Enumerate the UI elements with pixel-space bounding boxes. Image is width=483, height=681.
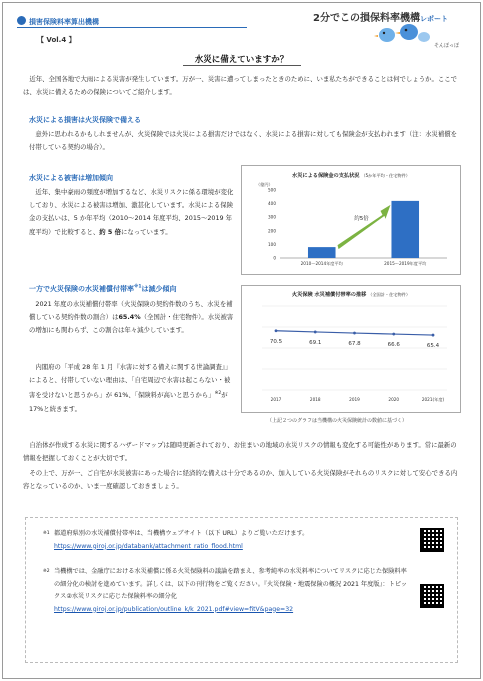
qr-code-2-icon <box>420 584 444 608</box>
org-name: 損害保険料率算出機構 <box>29 18 99 26</box>
payout-y-tick-2: 200 <box>268 228 276 234</box>
closing-paragraph-2: その上で、万が一、ご自宅が水災被害にあった場合に経済的な備えは十分であるのか、加入している火災保険がそれらのリスクに対して安心できる内容となっているのか、いま一度確認しておきましょう。 <box>23 469 458 491</box>
section-body-damage-increase <box>29 186 235 239</box>
page-title: 水災に備えていますか？ <box>194 55 289 65</box>
rate-text-2: （全国計・住宅物件）。水災被害の増加にも関わらず、この割合は年々減少しています。 <box>29 313 234 335</box>
footnote-2 <box>43 566 409 616</box>
document-page <box>2 2 481 679</box>
intro-paragraph: 近年、全国各地で大雨による災害が発生しています。万が一、災害に遭ってしまったときのために、いま私たちができることは何でしょうか。ここでは、水災に備えるための保険についてご紹介します。 <box>23 75 458 97</box>
rate-point-2 <box>353 332 356 335</box>
footnote-1-text: 都道府県別の水災補償付帯率は、当機構ウェブサイト（以下 URL）よりご覧いただけます。 <box>54 530 309 537</box>
rate-point-3 <box>392 333 395 336</box>
rate-value-label-1: 69.1 <box>309 339 322 346</box>
rate-heading-main: 一方で火災保険の水災補償付帯率 <box>29 285 134 293</box>
rate-chart-plot <box>242 286 462 414</box>
payout-chart-plot <box>242 166 462 276</box>
damage-text-2: になっています。 <box>120 227 172 236</box>
mascot-birds-icon <box>373 20 433 46</box>
closing-paragraph-1: 自治体が作成する水災に関するハザードマップは随時更新されており、お住まいの地域の水災リスクの情報も変化する可能性があります。常に最新の情報を把握しておくことが大切です。 <box>23 441 457 463</box>
rate-text-1: 2021 年度の水災補償付帯率（火災保険の契約件数のうち、水災を補償している契約件数の割合）は <box>29 300 233 322</box>
rate-x-tick-0: 2017 <box>270 397 282 402</box>
payout-y-tick-0: 0 <box>273 255 276 261</box>
survey-paragraph <box>29 361 235 416</box>
rate-heading-note: ※1 <box>134 284 142 290</box>
rate-chart-title-main: 火災保険 水災補償付帯率の推移 <box>291 292 367 298</box>
header-rule <box>17 27 247 28</box>
footnote-2-mark: ※2 <box>43 569 50 574</box>
payout-y-unit: （億円） <box>256 182 273 187</box>
qr-code-1-icon <box>420 528 444 552</box>
payout-y-tick-1: 100 <box>268 241 276 247</box>
chart-caption: （上記２つのグラフは当機構の火災保険統計の数値に基づく） <box>267 418 408 424</box>
footnote-2-link[interactable]: https://www.giroj.or.jp/publication/outline_k/k_2021.pdf#view=fitV&page=32 <box>54 605 294 613</box>
rate-x-tick-1: 2018 <box>309 397 321 402</box>
section-heading-fire-insurance: 水災による損害は火災保険で備える <box>29 116 141 124</box>
rate-x-tick-3: 2020 <box>388 397 400 402</box>
footnote-2-text: 当機構では、金融庁における水災補償に係る火災保険料の議論を踏まえ、参考純率の水災料率についてリスクに応じた保険料率の細分化の検討を進めています。詳しくは、以下の刊行物をご覧ください。『火災保険・地震保険の概況 2021 年度版』：トピックス②水災リスクに応じた保険料率の細分化 <box>54 568 408 600</box>
footnote-1 <box>43 528 409 553</box>
rate-heading-tail: は減少傾向 <box>141 285 177 293</box>
rate-value-label-2: 67.8 <box>348 341 361 348</box>
section-body-attachment-rate <box>29 298 235 338</box>
rate-value-label-0: 70.5 <box>269 338 283 345</box>
payout-bar-1 <box>391 201 419 258</box>
survey-text-2: が 17%と続きます。 <box>29 391 228 413</box>
section-heading-damage-increase: 水災による被害は増加傾向 <box>29 174 113 182</box>
payout-y-tick-4: 400 <box>268 201 276 207</box>
rate-x-tick-4: 2021(年度) <box>421 397 445 402</box>
section-heading-attachment-rate <box>29 284 177 294</box>
rate-point-0 <box>275 329 278 332</box>
payout-annotation: 約5倍 <box>354 216 369 222</box>
org-logo-icon <box>17 16 26 25</box>
payout-chart <box>241 165 461 275</box>
payout-x-tick-0: 2010～2014年度平均 <box>300 261 343 266</box>
rate-emphasis: 65.4% <box>118 313 141 322</box>
payout-bar-0 <box>308 247 336 258</box>
rate-point-4 <box>432 334 435 337</box>
attachment-rate-chart <box>241 285 461 413</box>
footnote-box <box>25 517 458 663</box>
rate-value-label-3: 66.6 <box>387 342 400 349</box>
payout-y-tick-5: 500 <box>268 187 276 193</box>
payout-chart-title-main: 水災による保険金の支払状況 <box>292 173 360 179</box>
survey-text-1: 内閣府の「平成 28 年 1 月『水害に対する備えに関する世論調査』」によると、付帯していない理由は、「自宅周辺で水害は起こらない・被害を受けないと思うから」が 61%、「保険料が高いと思うから」 <box>29 363 232 400</box>
payout-x-tick-1: 2015～2019年度平均 <box>384 261 427 266</box>
payout-y-tick-3: 300 <box>268 214 276 220</box>
brand-prefix: 2分で <box>313 13 340 24</box>
survey-note: ※2 <box>214 391 222 397</box>
brand-main: この損保料率機構 <box>339 13 420 24</box>
section-body-fire-insurance: 意外に思われるかもしれませんが、火災保険では火災による損害だけではなく、水災による損害に対しても保険金が支払われます（注：水災補償を付帯している契約の場合）。 <box>29 130 458 152</box>
damage-emphasis: 約 5 倍 <box>99 227 121 236</box>
rate-value-label-4: 65.4 <box>426 343 440 350</box>
footnote-1-mark: ※1 <box>43 531 50 536</box>
rate-chart-subtitle: （全国計・住宅物件） <box>368 292 411 297</box>
footnote-1-link[interactable]: https://www.giroj.or.jp/databank/attachment_ratio_flood.html <box>54 542 243 550</box>
brand-suffix: レポート <box>419 15 448 23</box>
rate-point-1 <box>314 331 317 334</box>
payout-chart-subtitle: （5か年平均・住宅物件） <box>361 173 410 178</box>
rate-x-tick-2: 2019 <box>349 397 360 402</box>
growth-arrow-icon <box>338 205 391 249</box>
damage-text-1: 近年、集中豪雨の頻度が増加するなど、水災リスクに係る環境が変化しており、水災による被害は増加、激甚化しています。水災による保険金の支払いは、5 か年平均（2010～2014 年度平均、2015～2019 年度平均）で比較すると、 <box>29 188 234 236</box>
title-underline <box>183 65 301 66</box>
volume-label: 【 Vol.4 】 <box>37 36 76 44</box>
mascot-name: そんぽっぽ <box>434 43 460 49</box>
